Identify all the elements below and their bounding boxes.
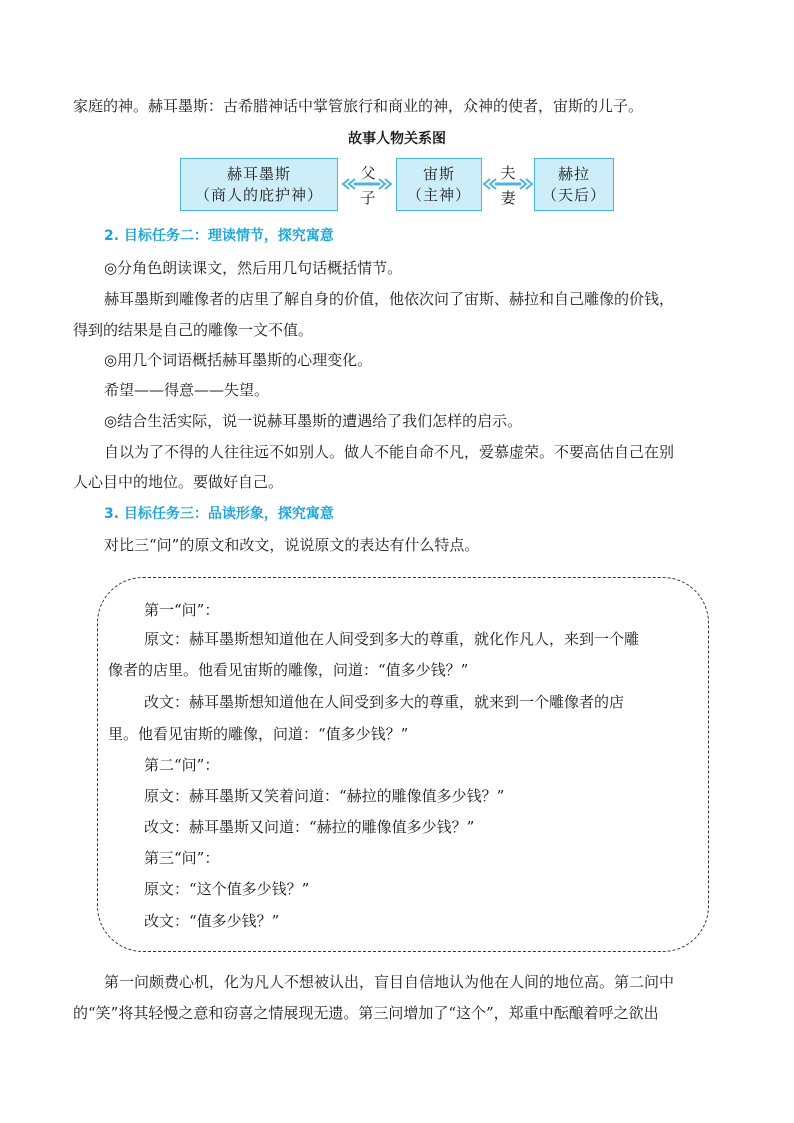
task2-answer-1-line2: 得到的结果是自己的雕像一文不值。 [73, 321, 314, 339]
second-question-title: 第二“问”： [144, 756, 220, 774]
zeus-box [396, 158, 482, 211]
first-original-line1: 原文：赫耳墨斯想知道他在人间受到多大的尊重，就化作凡人，来到一个雕 [144, 630, 640, 648]
third-original: 原文：“这个值多少钱？” [144, 880, 310, 898]
hermes-name: 赫耳墨斯 [226, 164, 291, 183]
first-modified-line1: 改文：赫耳墨斯想知道他在人间受到多大的尊重，就来到一个雕像者的店 [144, 693, 625, 711]
zeus-name: 宙斯 [422, 164, 455, 183]
third-question-title: 第三“问”： [144, 849, 220, 867]
first-question-title: 第一“问”： [144, 601, 220, 619]
relation-husband: 夫 [500, 164, 516, 182]
task3-prompt: 对比三“问”的原文和改文，说说原文的表达有什么特点。 [104, 536, 480, 554]
hera-name: 赫拉 [557, 164, 590, 183]
intro-text: 家庭的神。赫耳墨斯：古希腊神话中掌管旅行和商业的神，众神的使者，宙斯的儿子。 [73, 97, 644, 115]
relation-wife: 妻 [500, 189, 516, 207]
task2-question-1: ◎分角色朗读课文，然后用几句话概括情节。 [104, 259, 403, 277]
task2-question-2: ◎用几个词语概括赫耳墨斯的心理变化。 [104, 351, 373, 369]
relation-son: 子 [360, 189, 376, 207]
diagram-title: 故事人物关系图 [348, 131, 446, 147]
task2-heading: 2. 目标任务二：理读情节，探究寓意 [104, 228, 334, 244]
zeus-role: （主神） [406, 185, 471, 204]
hermes-box [180, 158, 338, 211]
hera-role: （天后） [541, 185, 606, 204]
task2-question-3: ◎结合生活实际，说一说赫耳墨斯的遭遇给了我们怎样的启示。 [104, 412, 523, 430]
analysis-line1: 第一问颇费心机，化为凡人不想被认出，盲目自信地认为他在人间的地位高。第二问中 [104, 973, 675, 991]
task3-heading: 3. 目标任务三：品读形象，探究寓意 [104, 506, 334, 522]
analysis-line2: 的“笑”将其轻慢之意和窃喜之情展现无遗。第三问增加了“这个”，郑重中酝酿着呼之欲出 [73, 1004, 659, 1022]
task2-answer-1-line1: 赫耳墨斯到雕像者的店里了解自身的价值，他依次问了宙斯、赫拉和自己雕像的价钱， [104, 290, 675, 308]
hermes-role: （商人的庇护神） [194, 185, 323, 204]
task2-answer-3-line2: 人心目中的地位。要做好自己。 [73, 473, 284, 491]
first-original-line2: 像者的店里。他看见宙斯的雕像，问道：“值多少钱？” [108, 661, 469, 679]
first-modified-line2: 里。他看见宙斯的雕像，问道：“值多少钱？” [108, 725, 409, 743]
second-modified: 改文：赫耳墨斯又问道：“赫拉的雕像值多少钱？” [144, 818, 475, 836]
relation-father: 父 [360, 164, 376, 182]
third-modified: 改文：“值多少钱？” [144, 912, 280, 930]
task2-answer-3-line1: 自以为了不得的人往往远不如别人。做人不能自命不凡，爱慕虚荣。不要高估自己在别 [104, 443, 675, 461]
task2-answer-2: 希望——得意——失望。 [104, 381, 270, 399]
second-original: 原文：赫耳墨斯又笑着问道：“赫拉的雕像值多少钱？” [144, 787, 505, 805]
hera-box [534, 158, 614, 211]
